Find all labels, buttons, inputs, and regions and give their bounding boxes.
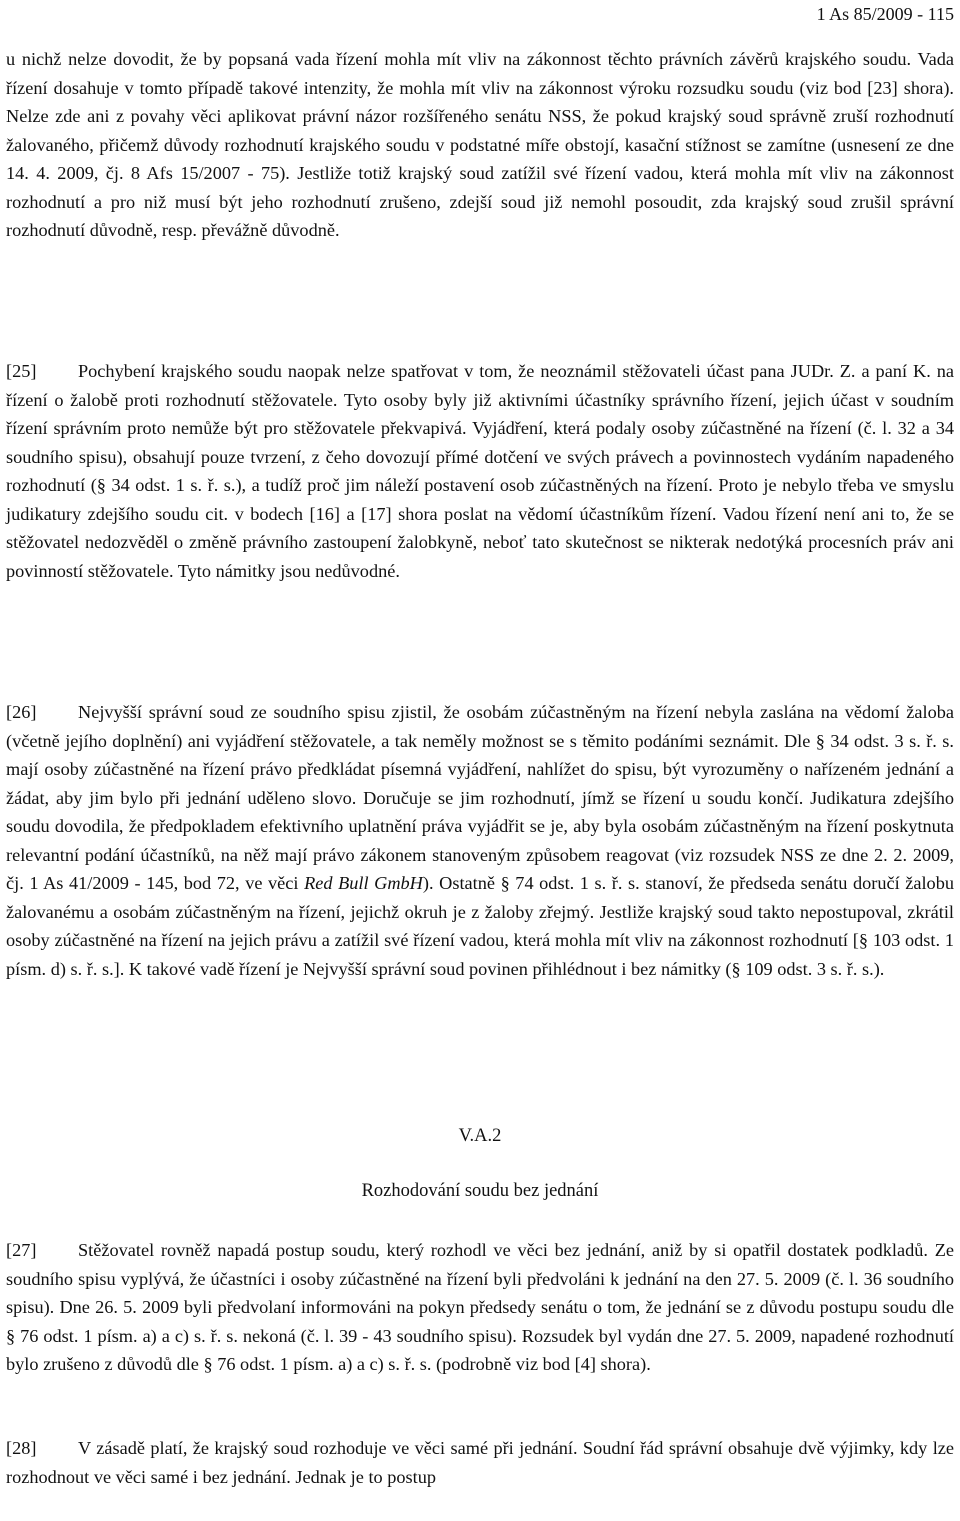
case-name: Red Bull GmbH (304, 873, 423, 893)
paragraph-number: [25] (6, 361, 37, 381)
paragraph-text-cont: ). Ostatně § 74 odst. 1 s. ř. s. stanoví, že předseda senátu doručí žalobu žalovanému a osobám zúčastněným na řízení, jejichž okruh je z žaloby zřejmý. Jestliže krajský soud takto nepostupoval, zkrátil osoby zúčastněné na řízení na jejich právu a zatížil své řízení vadou, která mohla mít vliv na zákonnost rozhodnutí [§ 103 odst. 1 písm. d) s. ř. s.]. K takové vadě řízení je Nejvyšší správní soud povinen přihlédnout i bez námitky (§ 109 odst. 3 s. ř. s.). (6, 873, 954, 979)
paragraph-text: Stěžovatel rovněž napadá postup soudu, který rozhodl ve věci bez jednání, aniž by si opatřil dostatek podkladů. Ze soudního spisu vyplývá, že účastníci i osoby zúčastněné na řízení byli předvoláni k jednání na den 27. 5. 2009 (č. l. 36 soudního spisu). Dne 26. 5. 2009 byli předvolaní informováni na pokyn předsedy senátu o tom, že jednání se z důvodu postupu soudu dle § 76 odst. 1 písm. a) a c) s. ř. s. nekoná (č. l. 39 - 43 soudního spisu). Rozsudek byl vydán dne 27. 5. 2009, napadené rozhodnutí bylo zrušeno z důvodů dle § 76 odst. 1 písm. a) a c) s. ř. s. (podrobně viz bod [4] shora). (6, 1240, 954, 1374)
paragraph-number: [27] (6, 1240, 37, 1260)
paragraph-25 (6, 357, 954, 585)
paragraph-text: V zásadě platí, že krajský soud rozhoduje ve věci samé při jednání. Soudní řád správní obsahuje dvě výjimky, kdy lze rozhodnout ve věci samé i bez jednání. Jednak je to postup (6, 1438, 954, 1487)
paragraph-text: Nejvyšší správní soud ze soudního spisu zjistil, že osobám zúčastněným na řízení nebyla zaslána na vědomí žaloba (včetně jejího doplnění) ani vyjádření stěžovatele, a tak neměly možnost se s těmito podáními seznámit. Dle § 34 odst. 3 s. ř. s. mají osoby zúčastněné na řízení právo předkládat písemná vyjádření, nahlížet do spisu, být vyrozuměny o nařízeném jednání a žádat, aby jim bylo při jednání uděleno slovo. Doručuje se jim rozhodnutí, jímž se řízení u soudu končí. Judikatura zdejšího soudu dovodila, že předpokladem efektivního uplatnění práva vyjádřit se je, aby byla osobám zúčastněným na řízení poskytnuta relevantní podání účastníků, na něž mají právo zákonem stanoveným způsobem reagovat (viz rozsudek NSS ze dne 2. 2. 2009, čj. 1 As 41/2009 - 145, bod 72, ve věci (6, 702, 954, 893)
paragraph-number: [26] (6, 702, 37, 722)
section-number: V.A.2 (458, 1126, 502, 1146)
case-reference: 1 As 85/2009 - 115 (816, 4, 954, 24)
paragraph-26 (6, 698, 954, 983)
paragraph-28 (6, 1434, 954, 1491)
paragraph-27 (6, 1236, 954, 1379)
paragraph-number: [28] (6, 1438, 37, 1458)
paragraph-intro: u nichž nelze dovodit, že by popsaná vada řízení mohla mít vliv na zákonnost těchto právních závěrů krajského soudu. Vada řízení dosahuje v tomto případě takové intenzity, že mohla mít vliv na zákonnost výroku rozsudku soudu (viz bod [23] shora). Nelze zde ani z povahy věci aplikovat právní názor rozšířeného senátu NSS, že pokud krajský soud správně zruší rozhodnutí žalovaného, přičemž důvody rozhodnutí krajského soudu v podstatné míře obstojí, kasační stížnost se zamítne (usnesení ze dne 14. 4. 2009, čj. 8 Afs 15/2007 - 75). Jestliže totiž krajský soud zatížil své řízení vadou, která mohla mít vliv na zákonnost rozhodnutí a pro niž musí být jeho rozhodnutí zrušeno, zdejší soud již nemohl posoudit, zda krajský soud zrušil správní rozhodnutí důvodně, resp. převážně důvodně. (6, 49, 954, 240)
paragraph-text: Pochybení krajského soudu naopak nelze spatřovat v tom, že neoznámil stěžovateli účast pana JUDr. Z. a paní K. na řízení o žalobě proti rozhodnutí stěžovatele. Tyto osoby byly již aktivními účastníky správního řízení, jejich účast v soudním řízení správním proto nemůže být pro stěžovatele překvapivá. Vyjádření, která podaly osoby zúčastněné na řízení (č. l. 32 a 34 soudního spisu), obsahují pouze tvrzení, z čeho dovozují přímé dotčení ve svých právech a povinnostech vydáním napadeného rozhodnutí (§ 34 odst. 1 s. ř. s.), a tudíž proč jim náleží postavení osob zúčastněných na řízení. Proto je nebylo třeba ve smyslu judikatury zdejšího soudu cit. v bodech [16] a [17] shora poslat na vědomí účastníkům řízení. Vadou řízení není ani to, že se stěžovatel nedozvěděl o změně právního zastoupení žalobkyně, neboť tato skutečnost se nikterak nedotýká procesních práv ani povinností stěžovatele. Tyto námitky jsou nedůvodné. (6, 361, 954, 581)
section-title: Rozhodování soudu bez jednání (361, 1181, 599, 1201)
